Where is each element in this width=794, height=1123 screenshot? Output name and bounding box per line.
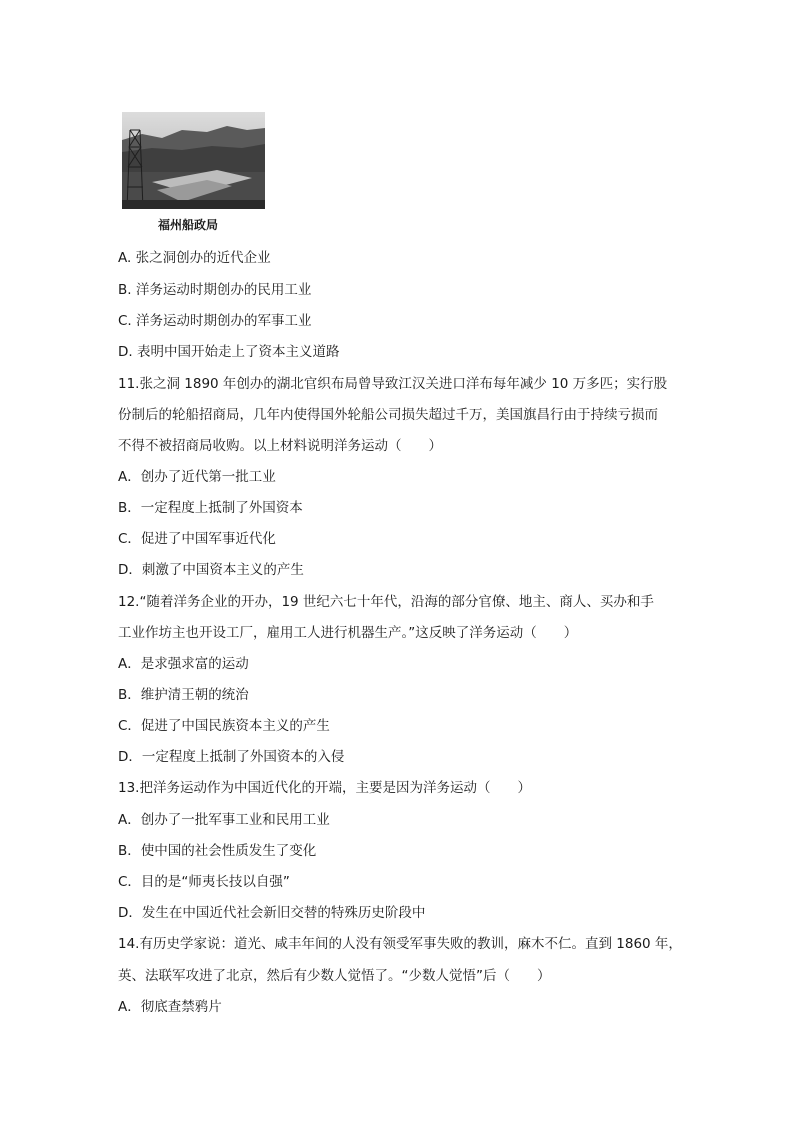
q10-option-b: B. 洋务运动时期创办的民用工业	[118, 282, 312, 298]
q13-stem-line-1: 13.把洋务运动作为中国近代化的开端，主要是因为洋务运动（ ）	[118, 780, 531, 796]
q11-stem-line-1: 11.张之洞 1890 年创办的湖北官织布局曾导致江汉关进口洋布每年减少 10 万多匹；实行股	[118, 376, 668, 392]
q12-option-a: A．是求强求富的运动	[118, 656, 249, 672]
q10-option-c: C. 洋务运动时期创办的军事工业	[118, 313, 312, 329]
q13-option-b: B．使中国的社会性质发生了变化	[118, 843, 317, 859]
q13-option-c: C．目的是“师夷长技以自强”	[118, 874, 290, 890]
q10-option-d: D. 表明中国开始走上了资本主义道路	[118, 344, 340, 360]
q14-stem-line-2: 英、法联军攻进了北京，然后有少数人觉悟了。“少数人觉悟”后（ ）	[118, 968, 551, 984]
q12-option-c: C．促进了中国民族资本主义的产生	[118, 718, 330, 734]
q14-option-a: A．彻底查禁鸦片	[118, 999, 222, 1015]
q11-option-a: A．创办了近代第一批工业	[118, 469, 276, 485]
q14-stem-line-1: 14.有历史学家说：道光、咸丰年间的人没有领受军事失败的教训，麻木不仁。直到 1860 年，	[118, 936, 682, 952]
q12-option-d: D．一定程度上抵制了外国资本的入侵	[118, 749, 345, 765]
q13-option-a: A．创办了一批军事工业和民用工业	[118, 812, 330, 828]
q13-option-d: D．发生在中国近代社会新旧交替的特殊历史阶段中	[118, 905, 426, 921]
fuzhou-shipyard-photo	[122, 112, 265, 209]
figure-caption: 福州船政局	[158, 218, 219, 232]
q11-stem-line-2: 份制后的轮船招商局，几年内使得国外轮船公司损失超过千万，美国旗昌行由于持续亏损而	[118, 407, 658, 423]
q12-stem-line-2: 工业作坊主也开设工厂，雇用工人进行机器生产。”这反映了洋务运动（ ）	[118, 625, 578, 641]
q10-option-a: A. 张之洞创办的近代企业	[118, 250, 271, 266]
q11-option-c: C．促进了中国军事近代化	[118, 531, 276, 547]
q11-stem-line-3: 不得不被招商局收购。以上材料说明洋务运动（ ）	[118, 438, 442, 454]
q11-option-d: D．刺激了中国资本主义的产生	[118, 562, 304, 578]
q12-stem-line-1: 12.“随着洋务企业的开办，19 世纪六七十年代，沿海的部分官僚、地主、商人、买办和手	[118, 594, 654, 610]
q12-option-b: B．维护清王朝的统治	[118, 687, 249, 703]
q11-option-b: B．一定程度上抵制了外国资本	[118, 500, 303, 516]
